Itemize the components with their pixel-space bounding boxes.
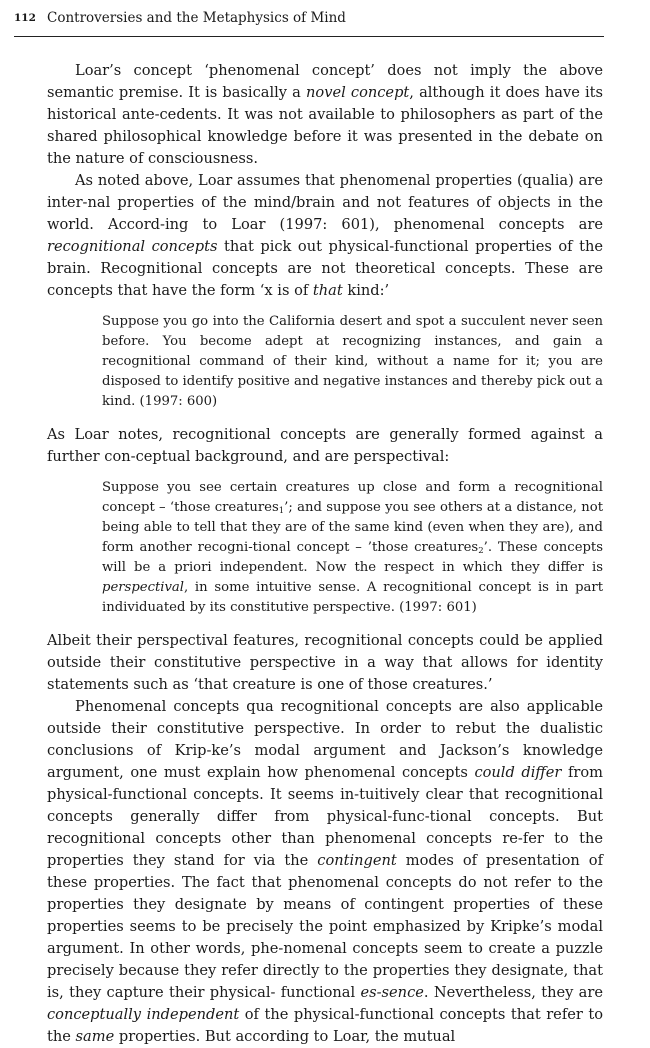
paragraph-3	[47, 424, 603, 468]
text-run: that pick out physical-functional properties of the brain. Recognitional concepts are not theoretical concepts. These are concepts that have the form ‘x is of	[47, 238, 603, 299]
text-run: , although it does have its historical ante-cedents. It was not available to philosophers as part of the shared philosophical knowledge before it was presented in the debate on the nature of consciousness.	[47, 84, 603, 167]
text-run: kind:’	[342, 282, 390, 299]
emphasis: recognitional concepts	[47, 238, 218, 255]
emphasis: es-sence	[360, 984, 424, 1001]
text-run: Loar’s concept ‘phenomenal concept’ does not imply the above semantic premise. It is basically a	[47, 62, 603, 101]
emphasis: conceptually independent	[47, 1006, 240, 1023]
emphasis: same	[75, 1028, 115, 1045]
text-run: properties. But according to Loar, the mutual	[114, 1028, 456, 1045]
text-run: Phenomenal concepts qua recognitional concepts are also applicable outside their constitutive perspective. In order to rebut the dualistic conclusions of Krip-ke’s modal argument and Jackson’s knowledge argument, one must explain how phenomenal concepts	[47, 698, 603, 781]
text-run: Albeit their perspectival features, recognitional concepts could be applied outside their constitutive perspective in a way that allows for identity statements such as ‘that creature is one of those creatures.’	[47, 632, 603, 693]
emphasis: novel concept	[306, 84, 410, 101]
quote-text: ’; and suppose you see others at a distance, not being able to tell that they are of the same kind (even when they are), and form another recogni-tional concept – ’those creatures	[102, 500, 603, 555]
emphasis: perspectival	[102, 580, 184, 595]
emphasis: could differ	[474, 764, 562, 781]
text-run: As Loar notes, recognitional concepts are generally formed against a further con-ceptual background, and are perspectival:	[47, 426, 603, 465]
block-quote-1	[102, 312, 603, 412]
page-body	[47, 60, 603, 1048]
text-run: of the physical-functional concepts that refer to the	[47, 1006, 604, 1045]
block-quote-2	[102, 478, 603, 618]
quote-text: Suppose you go into the California desert and spot a succulent never seen before. You become adept at recognizing instances, and gain a recognitional command of their kind, without a name for it; you are disposed to identify positive and negative instances and thereby pick out a kind. (1997: 600)	[102, 314, 603, 409]
page-number: 112	[14, 12, 36, 24]
subscript: 1	[278, 506, 285, 516]
text-run: . Nevertheless, they are	[423, 984, 603, 1001]
text-run: As noted above, Loar assumes that phenomenal properties (qualia) are inter-nal properties of the mind/brain and not features of objects in the world. Accord-ing to Loar (1997: 601), phenomenal concepts are	[47, 172, 603, 233]
text-run: from physical-functional concepts. It seems in-tuitively clear that recognitional concepts generally differ from physical-func-tional concepts. But recognitional concepts other than phenomenal concepts re-fer to the properties they stand for via the	[47, 764, 603, 869]
paragraph-2	[47, 170, 603, 302]
emphasis: contingent	[317, 852, 397, 869]
running-header	[14, 8, 604, 37]
running-title: Controversies and the Metaphysics of Mind	[47, 10, 346, 26]
quote-text: , in some intuitive sense. A recognitional concept is in part individuated by its constitutive perspective. (1997: 601)	[102, 580, 603, 615]
paragraph-4	[47, 630, 603, 696]
text-run: modes of presentation of these properties. The fact that phenomenal concepts do not refer to the properties they designate by means of contingent properties of these properties seems to be precisely the point emphasized by Kripke’s modal argument. In other words, phe-nomenal concepts seem to create a puzzle precisely because they refer directly to the properties they designate, that is, they capture their physical- functional	[47, 852, 603, 1001]
emphasis: that	[312, 282, 343, 299]
paragraph-1	[47, 60, 603, 170]
quote-text: Suppose you see certain creatures up close and form a recognitional concept – ‘those creatures	[102, 480, 603, 515]
subscript: 2	[478, 546, 484, 556]
paragraph-5	[47, 696, 603, 1048]
quote-text: ’. These concepts will be a priori independent. Now the respect in which they differ is	[102, 540, 604, 575]
